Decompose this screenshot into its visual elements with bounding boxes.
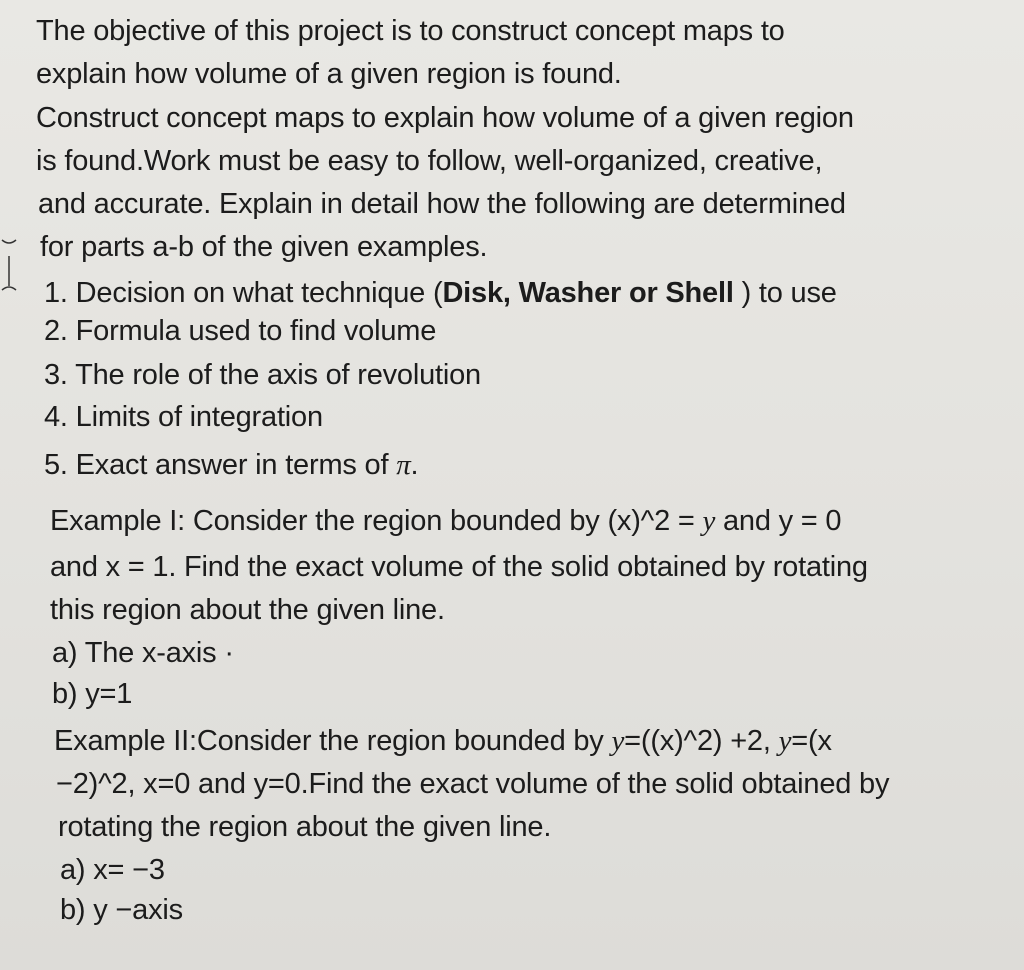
- intro-line-5: and accurate. Explain in detail how the following are determined: [38, 188, 846, 220]
- example-1-variable: y: [702, 505, 716, 537]
- list-item-1-suffix: ) to use: [733, 277, 837, 309]
- example-2-line-1-mid: =((x)^2) +2,: [624, 725, 779, 757]
- example-2-line-2: −2)^2, x=0 and y=0.Find the exact volume of the solid obtained by: [56, 768, 890, 800]
- example-2-line-1-prefix: Example II:Consider the region bounded by: [54, 725, 612, 757]
- list-item-5-suffix: .: [410, 449, 419, 481]
- example-2-part-a: a) x= −3: [60, 854, 165, 886]
- pi-symbol: π: [396, 449, 411, 481]
- list-item-3: 3. The role of the axis of revolution: [44, 359, 481, 391]
- example-1-line-1: [50, 504, 841, 538]
- technique-names: Disk, Washer or Shell: [442, 277, 734, 309]
- list-item-2: 2. Formula used to find volume: [44, 315, 437, 347]
- intro-line-3: Construct concept maps to explain how volume of a given region: [36, 102, 854, 134]
- example-1-line-1-suffix: and y = 0: [715, 505, 842, 537]
- list-item-5: [44, 448, 418, 482]
- example-2-variable-1: y: [611, 725, 625, 757]
- example-1-line-3: this region about the given line.: [50, 594, 445, 626]
- list-item-1-prefix: 1. Decision on what technique (: [44, 277, 443, 309]
- example-2-part-b: b) y −axis: [60, 894, 183, 926]
- example-1-part-b: b) y=1: [52, 678, 133, 710]
- example-2-line-3: rotating the region about the given line.: [58, 811, 552, 843]
- example-1-line-2: and x = 1. Find the exact volume of the solid obtained by rotating: [50, 551, 868, 583]
- intro-line-4: is found.Work must be easy to follow, well-organized, creative,: [36, 145, 823, 177]
- list-item-1: [44, 276, 837, 310]
- example-1-line-1-prefix: Example I: Consider the region bounded by (x)^2 =: [50, 505, 703, 537]
- list-item-4: 4. Limits of integration: [44, 401, 323, 433]
- intro-line-6: for parts a-b of the given examples.: [40, 231, 488, 263]
- intro-line-2: explain how volume of a given region is found.: [36, 58, 622, 90]
- intro-line-1: The objective of this project is to construct concept maps to: [36, 15, 785, 47]
- example-2-variable-2: y: [778, 725, 792, 757]
- example-2-line-1: [54, 724, 832, 758]
- example-2-line-1-suffix: =(x: [791, 725, 832, 757]
- text-cursor-icon: [0, 238, 18, 298]
- list-item-5-prefix: 5. Exact answer in terms of: [44, 449, 397, 481]
- example-1-part-a: a) The x-axis ·: [52, 637, 234, 669]
